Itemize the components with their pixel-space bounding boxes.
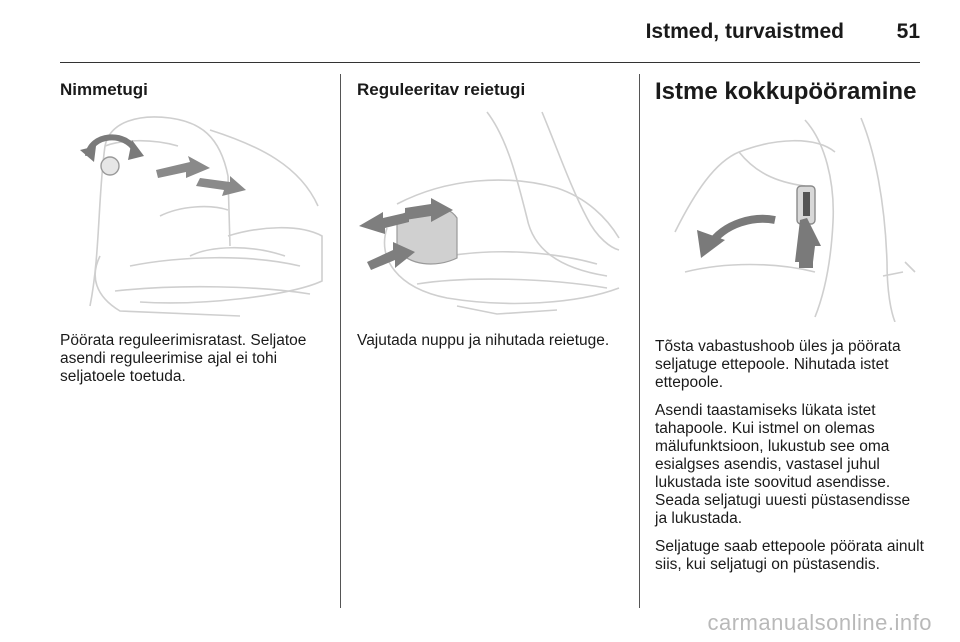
heading-seat-folding: Istme kokkupööramine: [655, 78, 917, 105]
body-lumbar-support: [60, 332, 328, 396]
paragraph: Tõsta vabastushoob üles ja pöörata seljatuge ettepoole. Nihutada istet ettepoole.: [655, 338, 901, 391]
paragraph: Seljatuge saab ettepoole pöörata ainult siis, kui seljatugi on püstasendis.: [655, 538, 924, 573]
figure-lumbar-support: [60, 106, 326, 320]
column-divider: [639, 74, 640, 608]
figure-thigh-support: [357, 108, 623, 318]
heading-thigh-support: Reguleeritav reietugi: [357, 80, 526, 99]
column-divider: [340, 74, 341, 608]
paragraph: Asendi taastamiseks lükata istet tahapoole. Kui istmel on olemas mälufunktsioon, lukustub see oma esialgses asendis, vastasel juhul lukustada iste soovitud asendisse. Seada seljatugi uuesti püstasendisse ja lukustada.: [655, 402, 911, 527]
watermark: carmanualsonline.info: [707, 610, 932, 635]
paragraph: Pöörata reguleerimisratast. Seljatoe asendi reguleerimise ajal ei tohi seljatoele toetuda.: [60, 332, 307, 385]
page-number: 51: [896, 20, 920, 43]
paragraph: Vajutada nuppu ja nihutada reietuge.: [357, 332, 610, 349]
page-header: [60, 0, 920, 63]
body-seat-folding: [655, 338, 925, 584]
header-title: Istmed, turvaistmed: [645, 20, 844, 43]
heading-lumbar-support: Nimmetugi: [60, 80, 148, 99]
figure-seat-folding: [655, 112, 921, 322]
body-thigh-support: [357, 332, 627, 360]
